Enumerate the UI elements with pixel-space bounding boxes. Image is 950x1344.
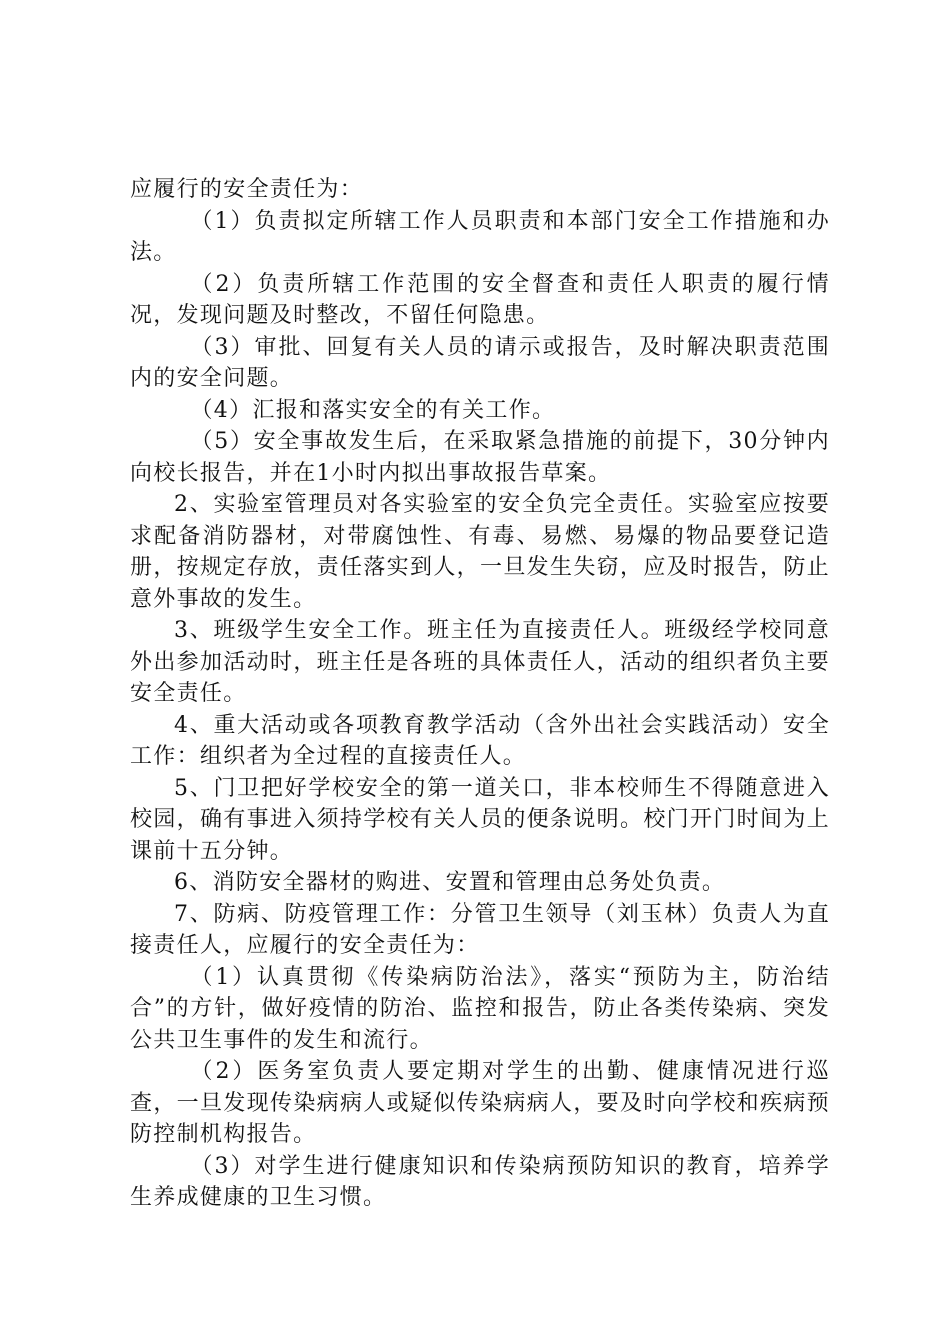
paragraph-epidemic-sub-2: （2）医务室负责人要定期对学生的出勤、健康情况进行巡查，一旦发现传染病病人或疑似传染病病人，要及时向学校和疾病预防控制机构报告。 <box>130 1059 830 1147</box>
paragraph-item-6-fire: 6、消防安全器材的购进、安置和管理由总务处负责。 <box>174 870 726 895</box>
document-body <box>130 174 830 1214</box>
paragraph-sub-item-3: （3）审批、回复有关人员的请示或报告，及时解决职责范围内的安全问题。 <box>130 334 830 391</box>
paragraph-sub-item-4: （4）汇报和落实安全的有关工作。 <box>190 397 556 423</box>
paragraph-sub-item-1: （1）负责拟定所辖工作人员职责和本部门安全工作措施和办法。 <box>130 208 830 265</box>
paragraph-item-3-class: 3、班级学生安全工作。班主任为直接责任人。班级经学校同意外出参加活动时，班主任是各班的具体责任人，活动的组织者负主要安全责任。 <box>130 618 830 706</box>
paragraph-epidemic-sub-1: （1）认真贯彻《传染病防治法》，落实“预防为主，防治结合”的方针，做好疫情的防治、监控和报告，防止各类传染病、突发公共卫生事件的发生和流行。 <box>130 964 830 1053</box>
paragraph-item-4-activities: 4、重大活动或各项教育教学活动（含外出社会实践活动）安全工作：组织者为全过程的直接责任人。 <box>130 712 830 769</box>
paragraph-item-5-gatekeeper: 5、门卫把好学校安全的第一道关口，非本校师生不得随意进入校园，确有事进入须持学校有关人员的便条说明。校门开门时间为上课前十五分钟。 <box>130 775 830 864</box>
paragraph-sub-item-2: （2）负责所辖工作范围的安全督查和责任人职责的履行情况，发现问题及时整改，不留任何隐患。 <box>130 271 830 328</box>
paragraph-sub-item-5: （5）安全事故发生后，在采取紧急措施的前提下，30分钟内向校长报告，并在1小时内拟出事故报告草案。 <box>130 429 830 486</box>
paragraph-item-2-lab: 2、实验室管理员对各实验室的安全负完全责任。实验室应按要求配备消防器材，对带腐蚀性、有毒、易燃、易爆的物品要登记造册，按规定存放，责任落实到人，一旦发生失窃，应及时报告，防止意外事故的发生。 <box>130 492 830 612</box>
paragraph-intro: 应履行的安全责任为： <box>130 177 364 202</box>
paragraph-item-7-epidemic: 7、防病、防疫管理工作：分管卫生领导（刘玉林）负责人为直接责任人，应履行的安全责任为： <box>130 901 830 958</box>
paragraph-epidemic-sub-3: （3）对学生进行健康知识和传染病预防知识的教育，培养学生养成健康的卫生习惯。 <box>130 1153 830 1210</box>
